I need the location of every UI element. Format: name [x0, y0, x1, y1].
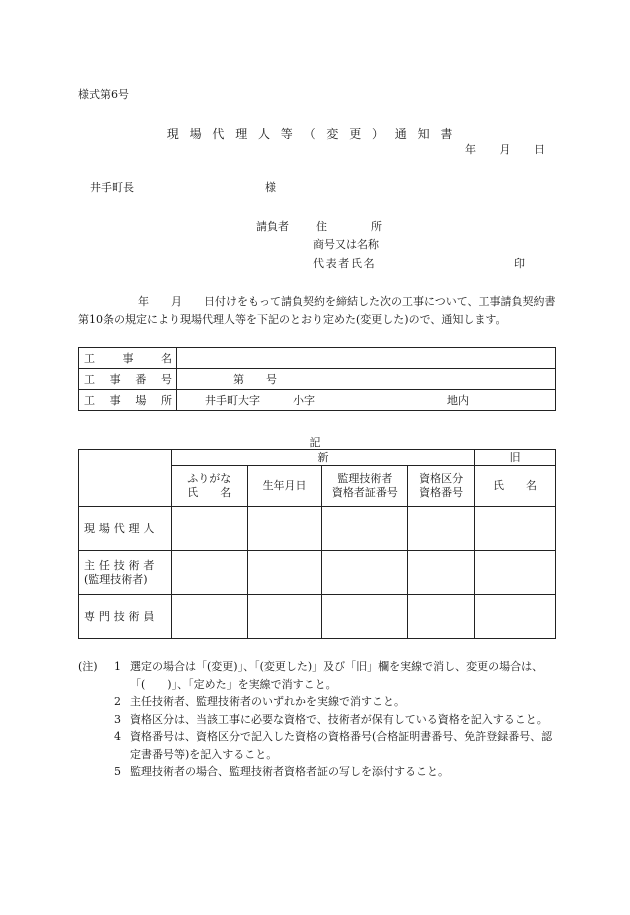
note-item: 3 資格区分は、当該工事に必要な資格で、技術者が保有している資格を記入すること。: [114, 712, 548, 726]
form-number: 様式第6号: [78, 88, 129, 101]
table-row: [79, 348, 556, 369]
value-work-name[interactable]: [177, 348, 556, 369]
cell-input[interactable]: [247, 507, 322, 551]
note-item: 2 主任技術者、監理技術者のいずれかを実線で消すこと。: [114, 695, 405, 708]
body-text: 年 月 日付けをもって請負契約を締結した次の工事について、工事請負契約書第10条の規定により現場代理人等を下記のとおり定めた(変更した)ので、通知します。: [78, 295, 556, 326]
cell-input[interactable]: [322, 595, 408, 639]
row-label-specialist: 専門技術員: [79, 595, 172, 639]
corner-cell: [79, 450, 172, 507]
table-row: [79, 507, 556, 551]
cell-input[interactable]: [408, 551, 475, 595]
table-row: [79, 390, 556, 411]
row-label-chief-engineer: 主任技術者 (監理技術者): [79, 551, 172, 595]
cell-input[interactable]: [171, 551, 247, 595]
addressee: 井手町長: [90, 181, 134, 194]
label-work-place: 工 事 場 所: [79, 390, 177, 411]
cell-input[interactable]: [475, 507, 556, 551]
note-item: 5 監理技術者の場合、監理技術者資格者証の写しを添付すること。: [114, 765, 449, 778]
header-certificate: 監理技術者 資格者証番号: [322, 466, 408, 507]
header-birthdate: 生年月日: [247, 466, 322, 507]
cell-input[interactable]: [408, 595, 475, 639]
label-work-number: 工 事 番 号: [79, 369, 177, 390]
record-heading: 記: [309, 436, 321, 449]
contractor-rep-label: 代表者氏名: [313, 257, 377, 270]
header-furigana-name: ふりがな 氏 名: [171, 466, 247, 507]
honorific: 様: [265, 181, 276, 194]
contractor-address-label: 住 所: [316, 220, 382, 233]
row-label-site-agent: 現場代理人: [79, 507, 172, 551]
table-row: [79, 450, 556, 466]
cell-input[interactable]: [475, 551, 556, 595]
note-item: 4 資格番号は、資格区分で記入した資格の資格番号(合格証明書番号、免許登録番号、認定書番号等)を記入すること。: [114, 730, 553, 761]
cell-input[interactable]: [322, 551, 408, 595]
cell-input[interactable]: [171, 507, 247, 551]
value-work-number[interactable]: 第 号: [177, 369, 556, 390]
label-work-name: 工 事 名: [79, 348, 177, 369]
cell-input[interactable]: [408, 507, 475, 551]
table-row: [79, 551, 556, 595]
note-item: (注) 1 選定の場合は「(変更)」、「(変更した)」及び「旧」欄を実線で消し、変更の場合は、「( )」、「定めた」を実線で消すこと。: [78, 660, 544, 691]
table-row: [79, 369, 556, 390]
header-old: 旧: [475, 450, 556, 466]
table-row: [79, 595, 556, 639]
cell-input[interactable]: [171, 595, 247, 639]
header-old-name: 氏 名: [475, 466, 556, 507]
notes: [78, 658, 560, 781]
cell-input[interactable]: [475, 595, 556, 639]
agent-table: [78, 449, 556, 639]
document-title: 現場代理人等（変更）通知書: [166, 127, 464, 141]
value-work-place[interactable]: 井手町大字 小字 地内: [177, 390, 556, 411]
work-table: [78, 347, 556, 411]
cell-input[interactable]: [247, 551, 322, 595]
seal-mark: 印: [514, 257, 525, 270]
header-qualification: 資格区分 資格番号: [408, 466, 475, 507]
date-line: 年 月 日: [465, 143, 545, 156]
cell-input[interactable]: [322, 507, 408, 551]
header-new: 新: [171, 450, 474, 466]
contractor-name-label: 商号又は名称: [313, 238, 379, 251]
cell-input[interactable]: [247, 595, 322, 639]
contractor-label: 請負者: [256, 220, 289, 233]
